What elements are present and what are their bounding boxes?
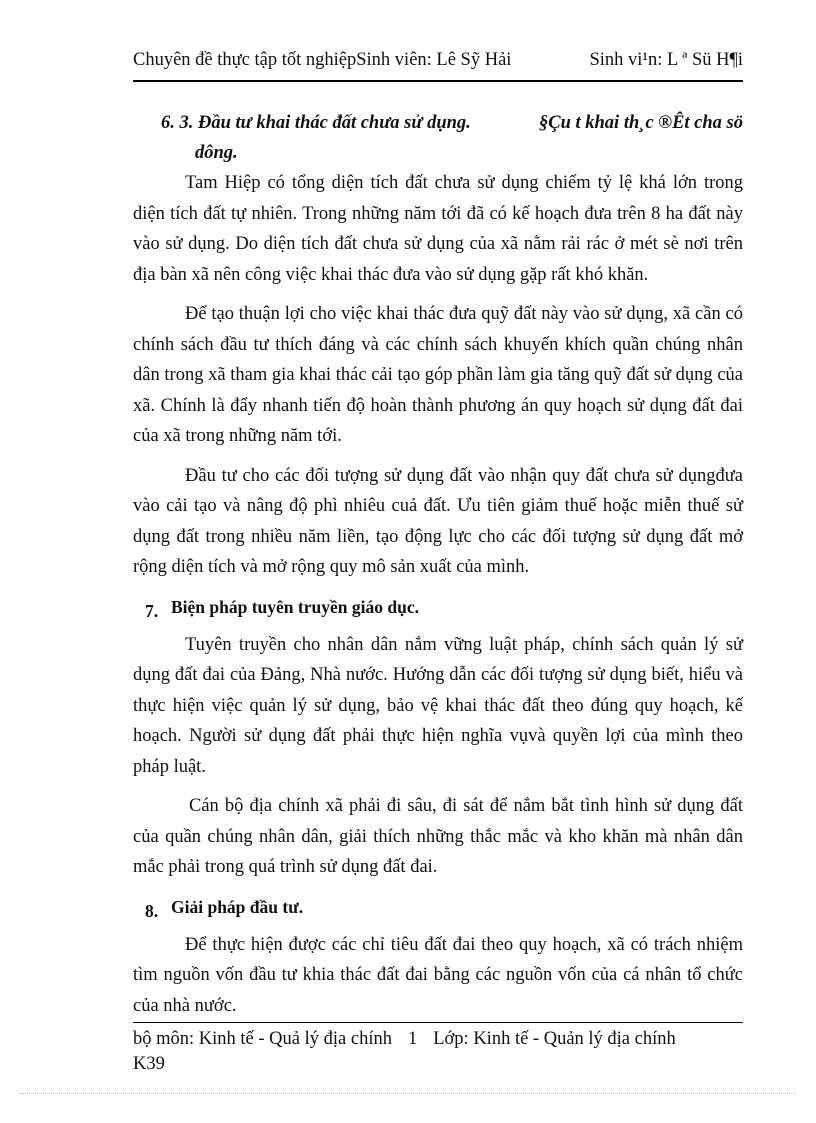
paragraph: Để tạo thuận lợi cho việc khai thác đưa quỹ đất này vào sử dụng, xã cần có chính sách đầu tư thích đáng và các chính sách khuyến khích quần chúng nhân dân trong xã tham gia khai thác cải tạo góp phần làm gia tăng quỹ đất sử dụng của xã. Chính là đẩy nhanh tiến độ hoàn thành phương án quy hoạch sử dụng đất đai của xã trong những năm tới. (133, 304, 743, 446)
page-header (133, 50, 743, 78)
footer-divider (133, 1022, 743, 1023)
section-number: 8. (145, 900, 159, 921)
section-7-heading (133, 592, 743, 622)
section-8-heading (133, 892, 743, 922)
page-footer (133, 1027, 743, 1077)
header-divider (133, 80, 743, 82)
page-number: 1 (407, 1029, 418, 1049)
header-right-text: Sinh vi¹n: L ª Sü H¶i (589, 50, 743, 70)
section-6-3-title: 6. 3. Đầu tư khai thác đất chưa sử dụng. (161, 113, 471, 133)
document-body (133, 108, 743, 1030)
page-bottom-dotted-line (20, 1093, 796, 1094)
section-6-3-title-garbled: §Çu t khai th¸c ®Êt cha sö (539, 113, 743, 133)
section-6-3-title-continuation: dông. (195, 143, 238, 163)
paragraph: Để thực hiện được các chỉ tiêu đất đai theo quy hoạch, xã có trách nhiệm tìm nguồn vốn đầu tư khia thác đất đai bằng các nguồn vốn của cá nhân tổ chức của nhà nước. (133, 934, 743, 1016)
paragraph: Tam Hiệp có tổng diện tích đất chưa sử dụng chiếm tỷ lệ khá lớn trong diện tích đất tự nhiên. Trong những năm tới đã có kế hoạch đưa trên 8 ha đất này vào sử dụng. Do diện tích đất chưa sử dụng của xã nằm rải rác ở mét sè nơi trên địa bàn xã nên công việc khai thác đưa vào sử dụng gặp rất khó khăn. (133, 173, 743, 285)
footer-line-2: K39 (133, 1054, 165, 1074)
section-number: 7. (145, 600, 159, 621)
header-left-text: Chuyên đề thực tập tốt nghiệpSinh viên: Lê Sỹ Hải (133, 50, 512, 70)
footer-department: bộ môn: Kinh tế - Quả lý địa chính (133, 1029, 392, 1049)
footer-class: Lớp: Kinh tế - Quản lý địa chính (433, 1029, 676, 1049)
paragraph: Cán bộ địa chính xã phải đi sâu, đi sát để nắm bắt tình hình sử dụng đất của quần chúng nhân dân, giải thích những thắc mắc và kho khăn mà nhân dân mắc phải trong quá trình sử dụng đất đai. (133, 796, 743, 877)
paragraph: Tuyên truyền cho nhân dân nắm vững luật pháp, chính sách quản lý sử dụng đất đai của Đảng, Nhà nước. Hướng dẫn các đối tượng sử dụng biết, hiểu và thực hiện việc quản lý sử dụng, bảo vệ khai thác đất theo đúng quy hoạch, kế hoạch. Người sử dụng đất phải thực hiện nghĩa vụvà quyền lợi của mình theo pháp luật. (133, 634, 743, 777)
section-6-3-heading (133, 108, 743, 168)
section-title: Giải pháp đầu tư. (171, 896, 304, 917)
section-title: Biện pháp tuyên truyền giáo dục. (171, 596, 419, 617)
footer-line-1 (133, 1027, 743, 1052)
paragraph: Đầu tư cho các đối tượng sử dụng đất vào nhận quy đất chưa sử dụngđưa vào cải tạo và nâng độ phì nhiêu cuả đất. Ưu tiên giảm thuế hoặc miễn thuế sử dụng đất trong nhiều năm liền, tạo động lực cho các đối tượng sử dụng đất mở rộng diện tích và mở rộng quy mô sản xuất của mình. (133, 465, 743, 577)
